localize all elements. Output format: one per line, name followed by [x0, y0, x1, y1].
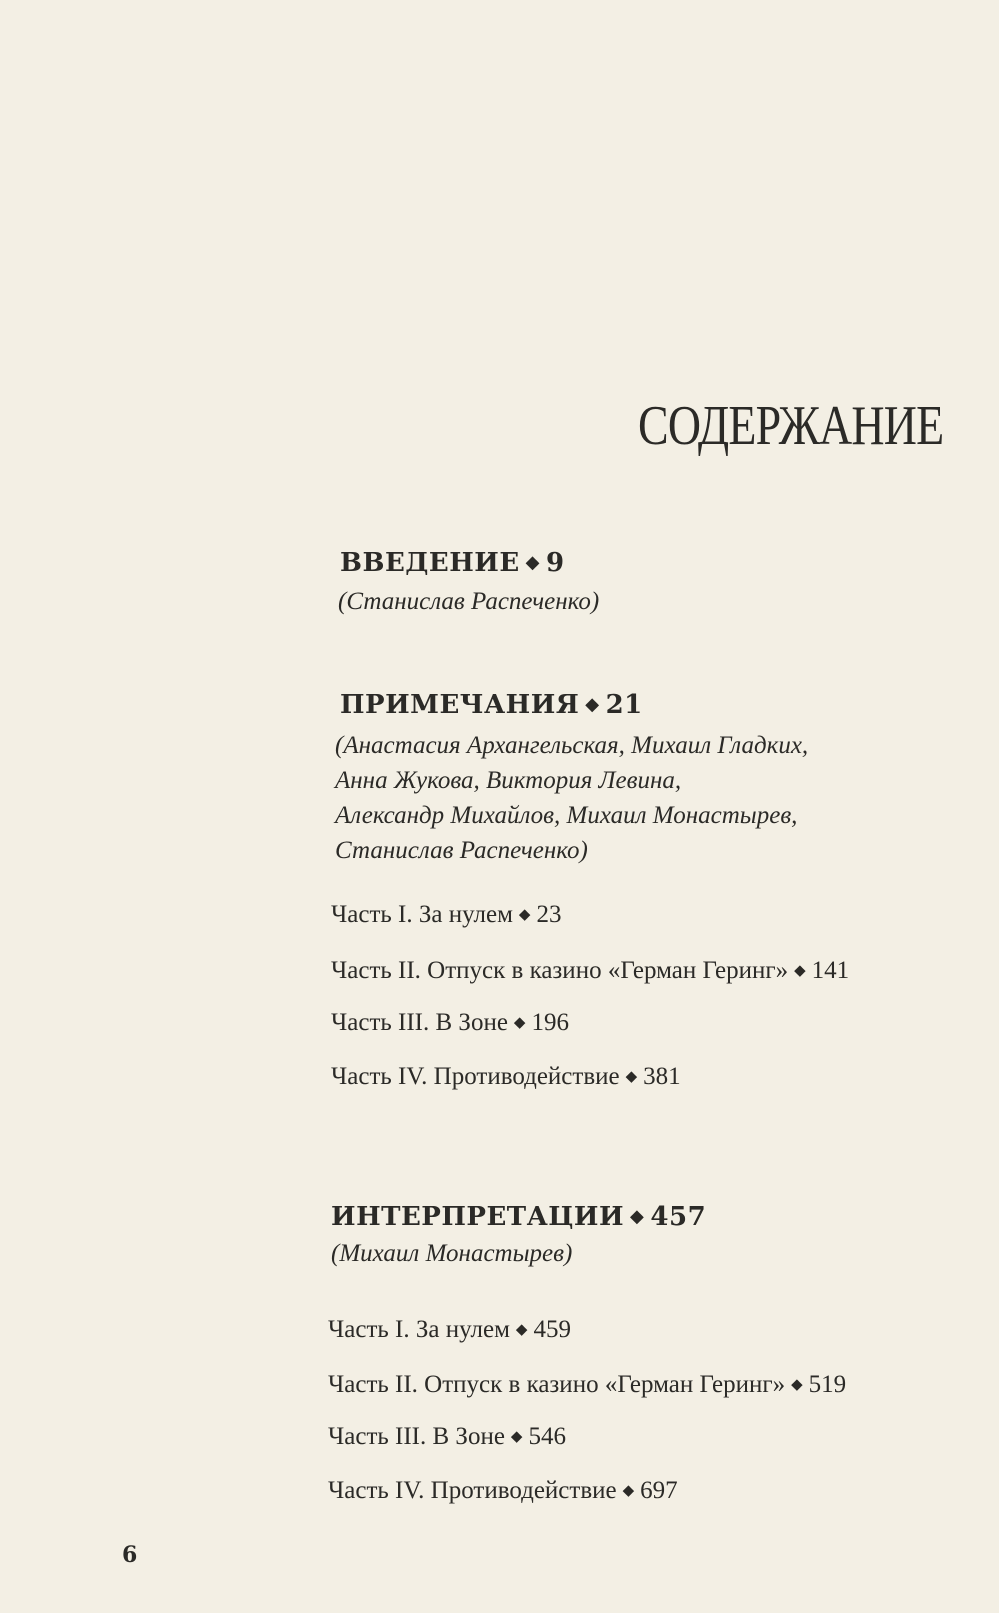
section-page: 21	[605, 690, 643, 720]
author-line: (Михаил Монастырев)	[331, 1240, 573, 1267]
part-page: 196	[531, 1009, 569, 1036]
section-heading: ИНТЕРПРЕТАЦИИ	[331, 1202, 625, 1232]
diamond-icon: ◆	[525, 552, 540, 573]
section-heading: ВВЕДЕНИЕ	[340, 548, 520, 578]
part-label: Часть II. Отпуск в казино «Герман Геринг»	[331, 957, 789, 984]
part-page: 141	[811, 957, 850, 984]
part-page: 459	[533, 1316, 571, 1343]
diamond-icon: ◆	[630, 1206, 645, 1227]
part-label: Часть I. За нулем	[331, 901, 513, 928]
author-line: Станислав Распеченко)	[335, 837, 588, 864]
toc-part-entry[interactable]	[331, 1009, 569, 1037]
toc-part-entry[interactable]	[331, 957, 849, 985]
diamond-icon: ◆	[794, 961, 806, 979]
part-page: 697	[640, 1477, 678, 1504]
toc-section-notes	[340, 690, 643, 720]
section-authors	[335, 728, 808, 868]
section-authors	[338, 584, 599, 619]
part-page: 23	[536, 901, 562, 928]
toc-section-introduction	[340, 548, 565, 578]
toc-part-entry[interactable]	[328, 1477, 678, 1505]
part-page: 546	[528, 1423, 566, 1450]
section-authors	[331, 1236, 572, 1271]
part-page: 519	[808, 1371, 847, 1398]
part-label: Часть IV. Противодействие	[328, 1477, 617, 1504]
toc-section-interpretations	[331, 1202, 706, 1232]
page-title: СОДЕРЖАНИЕ	[637, 394, 943, 457]
toc-part-entry[interactable]	[331, 1063, 681, 1091]
diamond-icon: ◆	[791, 1375, 803, 1393]
diamond-icon: ◆	[518, 905, 531, 923]
diamond-icon: ◆	[515, 1320, 528, 1338]
diamond-icon: ◆	[585, 694, 600, 715]
toc-part-entry[interactable]	[328, 1423, 566, 1451]
part-label: Часть III. В Зоне	[328, 1423, 505, 1450]
author-line: Анна Жукова, Виктория Левина,	[335, 767, 682, 794]
part-label: Часть IV. Противодействие	[331, 1063, 620, 1090]
diamond-icon: ◆	[510, 1427, 523, 1445]
author-line: (Анастасия Архангельская, Михаил Гладких,	[335, 732, 809, 759]
diamond-icon: ◆	[622, 1481, 635, 1499]
diamond-icon: ◆	[625, 1067, 638, 1085]
section-heading: ПРИМЕЧАНИЯ	[340, 690, 580, 720]
section-page: 9	[546, 548, 565, 578]
part-label: Часть II. Отпуск в казино «Герман Геринг»	[328, 1371, 786, 1398]
author-line: Александр Михайлов, Михаил Монастырев,	[335, 802, 798, 829]
author-line: (Станислав Распеченко)	[338, 588, 600, 615]
page-number: 6	[122, 1542, 138, 1568]
toc-part-entry[interactable]	[328, 1371, 846, 1399]
part-page: 381	[643, 1063, 681, 1090]
section-page: 457	[650, 1202, 707, 1232]
part-label: Часть I. За нулем	[328, 1316, 510, 1343]
toc-part-entry[interactable]	[331, 901, 561, 929]
toc-part-entry[interactable]	[328, 1316, 571, 1344]
diamond-icon: ◆	[513, 1013, 526, 1031]
part-label: Часть III. В Зоне	[331, 1009, 508, 1036]
